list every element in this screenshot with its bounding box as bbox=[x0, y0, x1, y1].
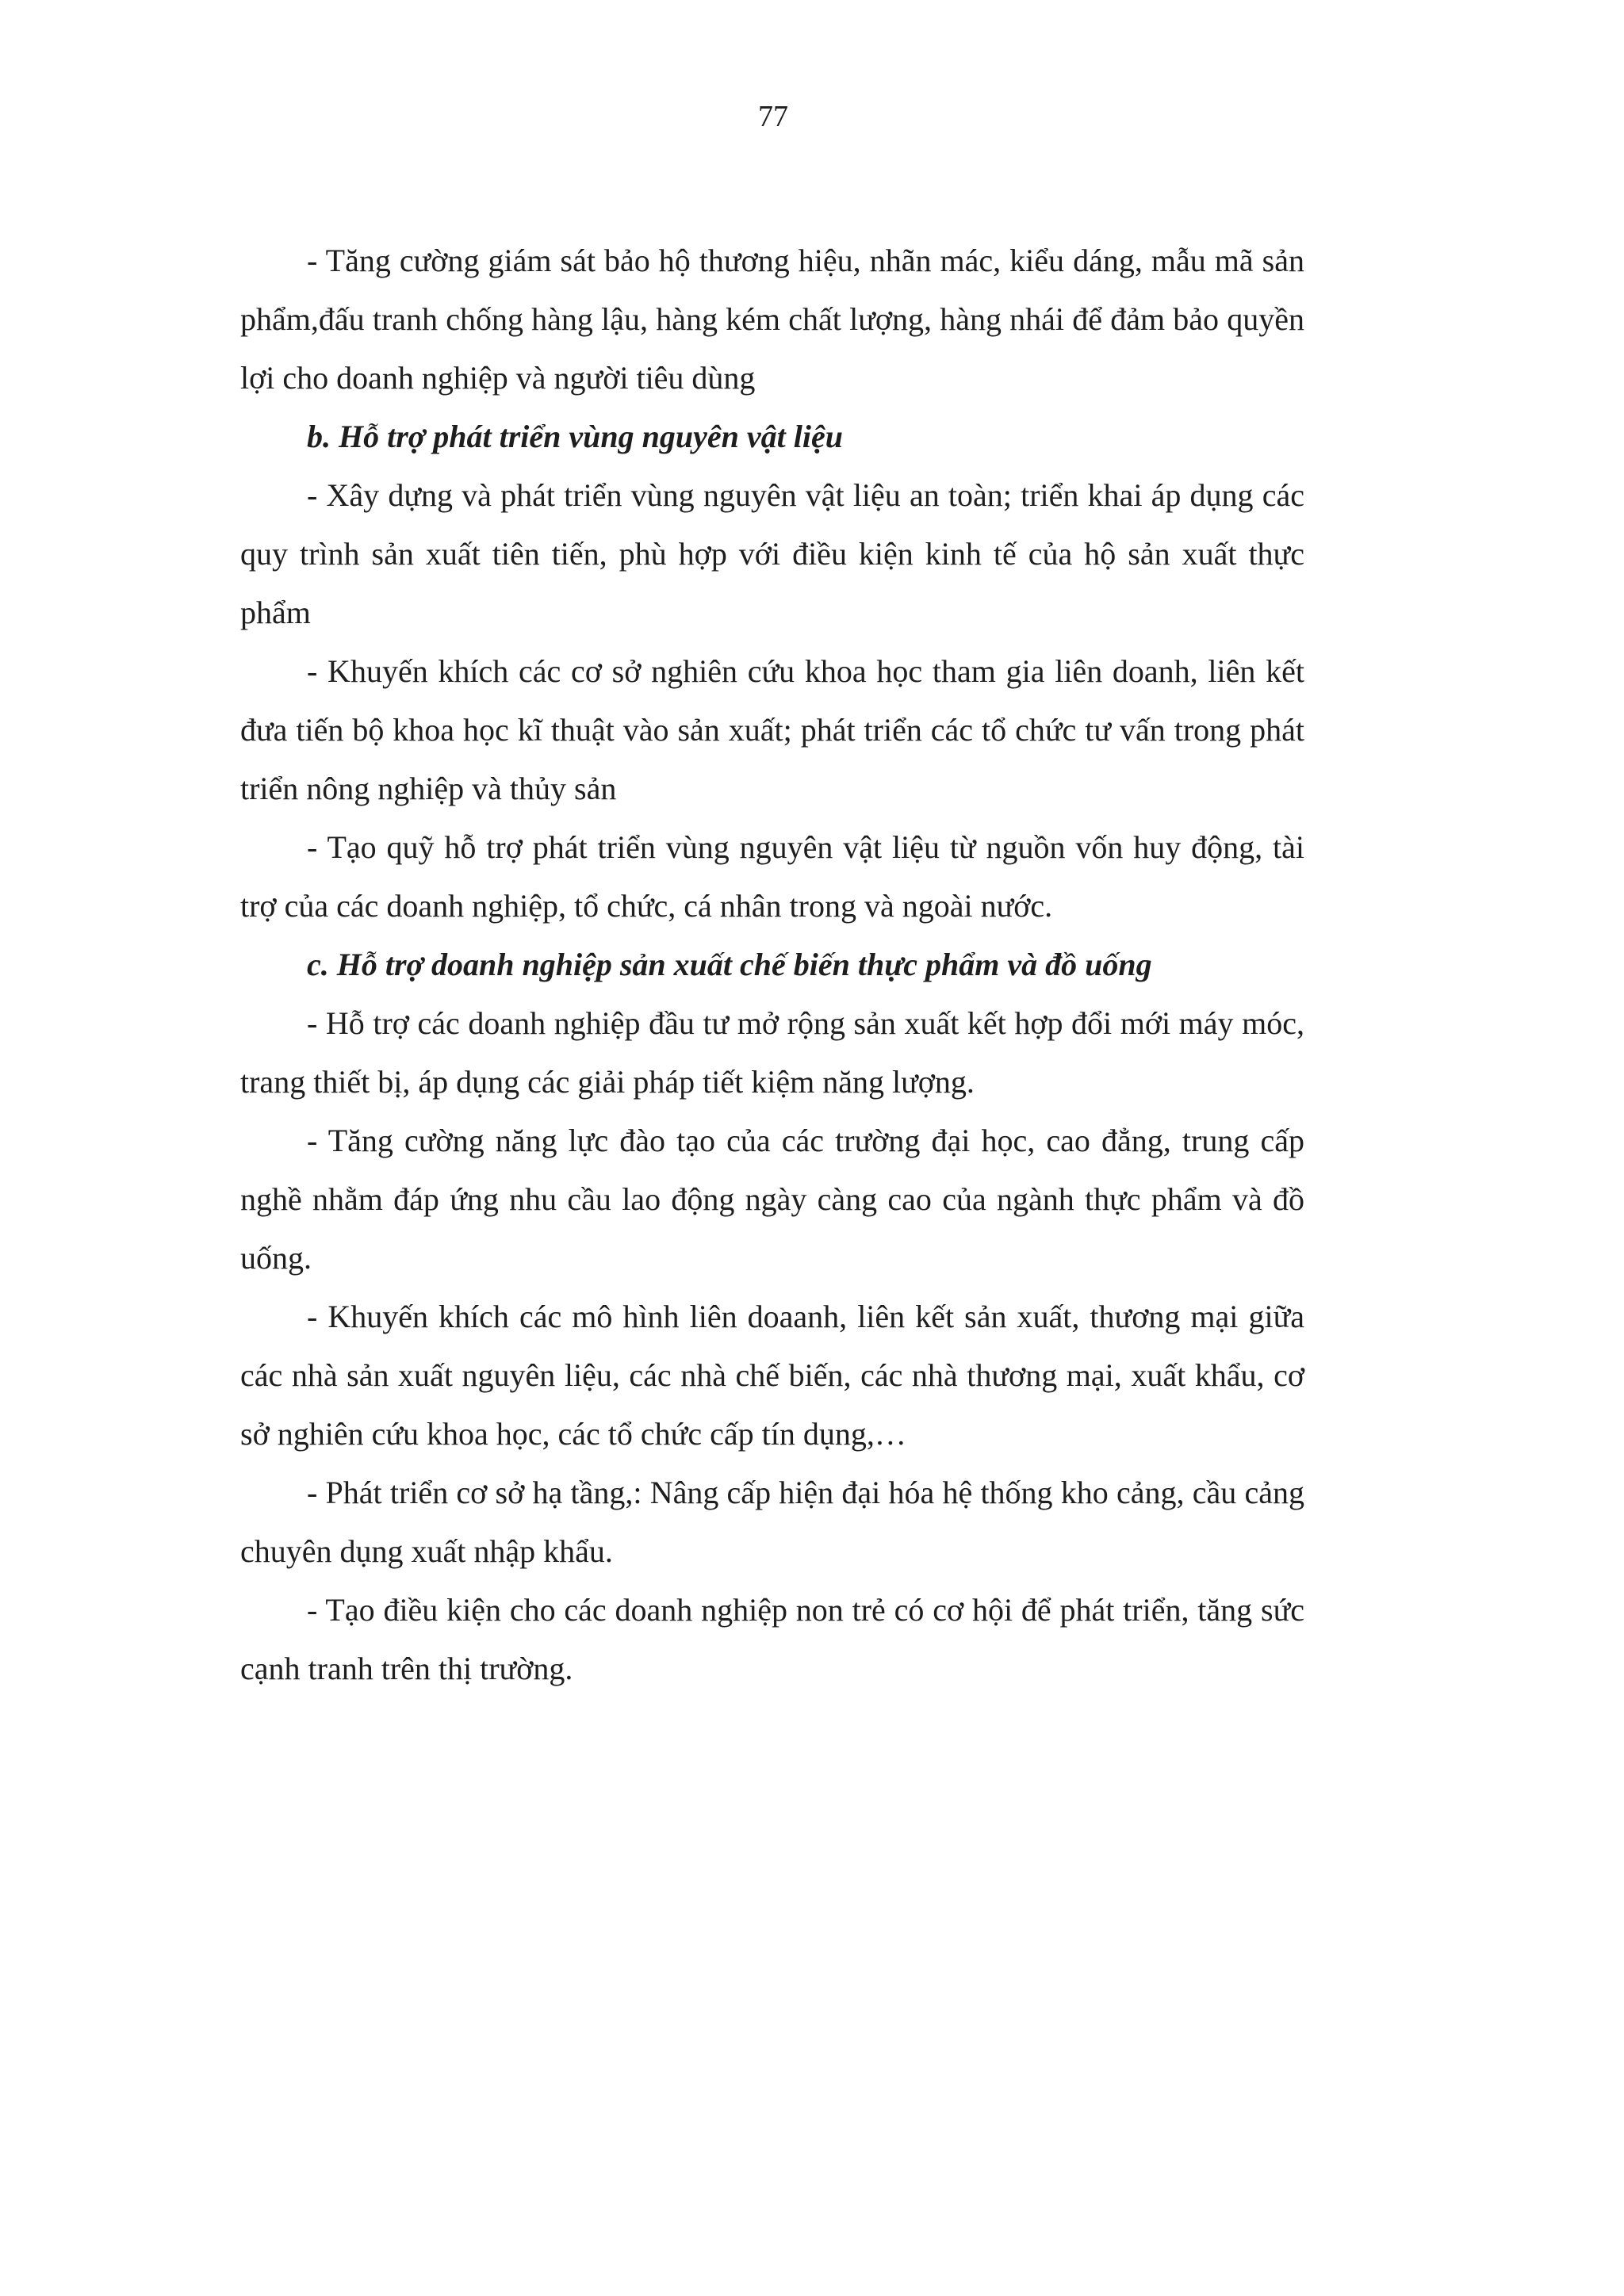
document-body bbox=[240, 232, 1304, 1698]
paragraph-support-fund: - Tạo quỹ hỗ trợ phát triển vùng nguyên vật liệu từ nguồn vốn huy động, tài trợ của các doanh nghiệp, tổ chức, cá nhân trong và ngoài nước. bbox=[240, 829, 1304, 924]
paragraph-training-capacity: - Tăng cường năng lực đào tạo của các trường đại học, cao đẳng, trung cấp nghề nhằm đáp ứng nhu cầu lao động ngày càng cao của ngành thực phẩm và đồ uống. bbox=[240, 1123, 1304, 1276]
paragraph-joint-venture: - Khuyến khích các mô hình liên doaanh, liên kết sản xuất, thương mại giữa các nhà sản xuất nguyên liệu, các nhà chế biến, các nhà thương mại, xuất khẩu, cơ sở nghiên cứu khoa học, các tổ chức cấp tín dụng,… bbox=[240, 1299, 1304, 1452]
page-number: 77 bbox=[758, 100, 788, 133]
paragraph-brand-protection: - Tăng cường giám sát bảo hộ thương hiệu, nhãn mác, kiểu dáng, mẫu mã sản phẩm,đấu tranh chống hàng lậu, hàng kém chất lượng, hàng nhái để đảm bảo quyền lợi cho doanh nghiệp và người tiêu dùng bbox=[240, 243, 1304, 396]
section-heading-b: b. Hỗ trợ phát triển vùng nguyên vật liệu bbox=[307, 419, 843, 454]
section-heading-c: c. Hỗ trợ doanh nghiệp sản xuất chế biến thực phẩm và đồ uống bbox=[307, 947, 1152, 982]
paragraph-startup-conditions: - Tạo điều kiện cho các doanh nghiệp non trẻ có cơ hội để phát triển, tăng sức cạnh tranh trên thị trường. bbox=[240, 1592, 1304, 1686]
paragraph-research-cooperation: - Khuyến khích các cơ sở nghiên cứu khoa học tham gia liên doanh, liên kết đưa tiến bộ khoa học kĩ thuật vào sản xuất; phát triển các tổ chức tư vấn trong phát triển nông nghiệp và thủy sản bbox=[240, 653, 1304, 806]
paragraph-raw-material-zone: - Xây dựng và phát triển vùng nguyên vật liệu an toàn; triển khai áp dụng các quy trình sản xuất tiên tiến, phù hợp với điều kiện kinh tế của hộ sản xuất thực phẩm bbox=[240, 477, 1304, 630]
paragraph-investment-support: - Hỗ trợ các doanh nghiệp đầu tư mở rộng sản xuất kết hợp đổi mới máy móc, trang thiết bị, áp dụng các giải pháp tiết kiệm năng lượng. bbox=[240, 1005, 1304, 1100]
paragraph-infrastructure: - Phát triển cơ sở hạ tầng,: Nâng cấp hiện đại hóa hệ thống kho cảng, cầu cảng chuyên dụng xuất nhập khẩu. bbox=[240, 1475, 1304, 1569]
